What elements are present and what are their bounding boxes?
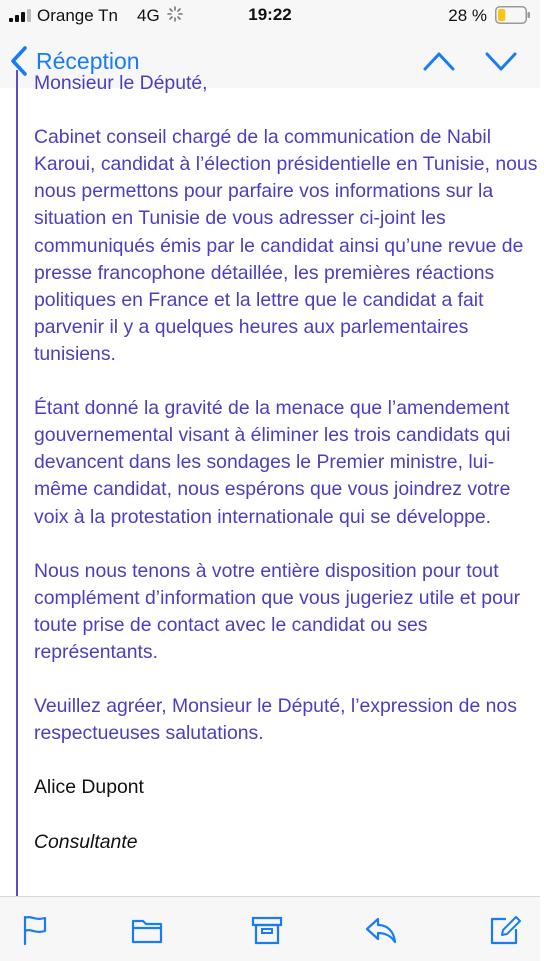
battery-icon xyxy=(495,6,531,24)
compose-icon xyxy=(488,913,522,947)
quoted-message xyxy=(16,70,544,923)
compose-button[interactable] xyxy=(488,913,522,947)
status-bar xyxy=(0,0,540,34)
flag-icon xyxy=(18,913,52,947)
archive-icon xyxy=(250,913,284,947)
battery-level-fill xyxy=(498,9,505,21)
message-paragraph: Veuillez agréer, Monsieur le Député, l’expression de nos respectueuses salutations. xyxy=(34,695,517,745)
back-button-label: Réception xyxy=(36,47,140,74)
flag-button[interactable] xyxy=(18,913,52,947)
message-paragraph: Nous nous tenons à votre entière disposition pour tout complément d’information que vous jugeriez utile et pour toute prise de contact avec le candidat ou ses représentants. xyxy=(34,559,521,663)
message-paragraph: Cabinet conseil chargé de la communication de Nabil Karoui, candidat à l’élection présidentielle en Tunisie, nous nous permettons pour parfaire vos informations sur la situation en Tunisie de vous adresser ci-joint les communiqués émis par le candidat ainsi qu’une revue de presse francophone détaillée, les premières réactions politiques en France et la lettre que le candidat a fait parvenir il y a quelques heures aux parlementaires tunisiens. xyxy=(34,126,538,365)
signature-name: Alice Dupont xyxy=(34,776,144,799)
bottom-toolbar xyxy=(0,896,540,961)
message-salutation: Monsieur le Député, xyxy=(34,72,208,94)
signature-role: Consultante xyxy=(34,830,138,853)
message-paragraph: Étant donné la gravité de la menace que l’amendement gouvernemental visant à éliminer les trois candidats qui devancent dans les sondages le Premier ministre, lui-même candidat, nous espérons que vous joindrez votre voix à la protestation internationale qui se développe. xyxy=(34,397,511,528)
status-time: 19:22 xyxy=(248,5,292,24)
carrier-name: Orange Tn xyxy=(37,6,118,25)
reply-button[interactable] xyxy=(364,913,398,947)
folder-icon xyxy=(130,913,164,947)
reply-icon xyxy=(364,913,398,947)
message-body[interactable] xyxy=(0,72,540,896)
archive-button[interactable] xyxy=(250,913,284,947)
battery-percentage: 28 % xyxy=(448,6,487,25)
move-to-folder-button[interactable] xyxy=(130,913,164,947)
network-type: 4G xyxy=(137,6,160,25)
